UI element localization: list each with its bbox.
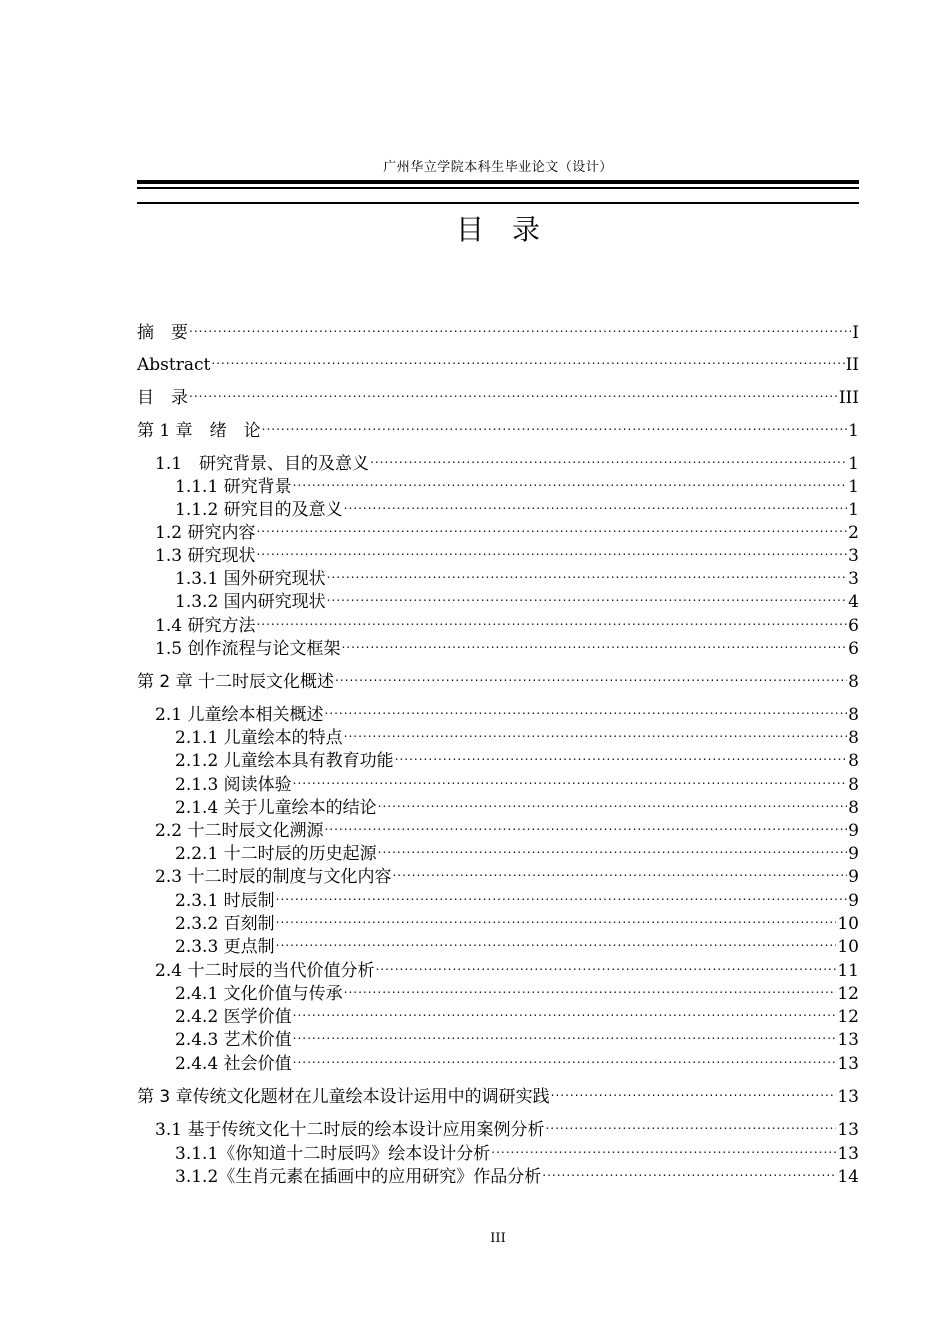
toc-entry-label: Abstract xyxy=(137,355,211,375)
toc-leader-dots xyxy=(491,1137,836,1159)
toc-entry-label: 2.4.2 医学价值 xyxy=(175,1007,292,1027)
toc-leader-dots xyxy=(551,1080,837,1102)
toc-entry-page: 9 xyxy=(848,867,859,887)
toc-leader-dots xyxy=(327,562,848,584)
toc-leader-dots xyxy=(293,1047,837,1069)
toc-entry-page: I xyxy=(852,323,859,343)
toc-leader-dots xyxy=(276,884,848,906)
toc-entry-page: 10 xyxy=(837,914,859,934)
header-rule-thick xyxy=(137,180,859,184)
toc-leader-dots xyxy=(324,698,847,720)
toc-entry[interactable] xyxy=(137,1160,859,1188)
toc-entry-label: 1.1 研究背景、目的及意义 xyxy=(155,454,370,474)
toc-entry-page: 9 xyxy=(848,821,859,841)
toc-entry-label: 2.1.3 阅读体验 xyxy=(175,775,292,795)
toc-entry[interactable] xyxy=(137,316,859,344)
toc-entry-label: 2.4.1 文化价值与传承 xyxy=(175,984,343,1004)
toc-entry-page: 9 xyxy=(848,891,859,911)
toc-entry-label: 1.5 创作流程与论文框架 xyxy=(155,639,341,659)
toc-entry-page: 14 xyxy=(837,1167,859,1187)
toc-leader-dots xyxy=(211,348,844,370)
toc-entry-label: 1.2 研究内容 xyxy=(155,523,256,543)
toc-entry-page: 2 xyxy=(848,523,859,543)
toc-entry-page: III xyxy=(838,388,859,408)
toc-entry[interactable] xyxy=(137,632,859,660)
toc-entry-page: 3 xyxy=(848,569,859,589)
toc-entry-page: 6 xyxy=(848,616,859,636)
toc-entry[interactable] xyxy=(137,381,859,409)
page-number: III xyxy=(490,1231,506,1246)
toc-entry-label: 摘 要 xyxy=(137,323,188,343)
toc-leader-dots xyxy=(392,860,847,882)
toc-entry-label: 3.1 基于传统文化十二时辰的绘本设计应用案例分析 xyxy=(155,1120,545,1140)
page-title: 目录 xyxy=(455,213,568,246)
toc-entry-label: 3.1.2《生肖元素在插画中的应用研究》作品分析 xyxy=(175,1167,542,1187)
toc-entry-label: 第 1 章 绪 论 xyxy=(137,421,261,441)
toc-leader-dots xyxy=(256,516,847,538)
toc-entry-label: 2.2 十二时辰文化溯源 xyxy=(155,821,324,841)
toc-entry-label: 1.1.1 研究背景 xyxy=(175,477,292,497)
toc-entry-label: 第 3 章传统文化题材在儿童绘本设计运用中的调研实践 xyxy=(137,1087,550,1107)
toc-leader-dots xyxy=(293,768,848,790)
toc-entry[interactable] xyxy=(137,414,859,442)
toc-entry-label: 2.2.1 十二时辰的历史起源 xyxy=(175,844,377,864)
toc-entry-label: 2.3.1 时辰制 xyxy=(175,891,275,911)
toc-leader-dots xyxy=(378,837,848,859)
toc-entry-page: 8 xyxy=(848,751,859,771)
toc-entry-label: 1.3.2 国内研究现状 xyxy=(175,592,326,612)
toc-leader-dots xyxy=(375,954,836,976)
toc-entry-page: 11 xyxy=(837,961,859,981)
toc-entry-page: 8 xyxy=(848,775,859,795)
toc-entry-label: 1.1.2 研究目的及意义 xyxy=(175,500,343,520)
toc-entry-label: 2.1.2 儿童绘本具有教育功能 xyxy=(175,751,394,771)
toc-entry-page: 13 xyxy=(837,1087,859,1107)
toc-entry[interactable] xyxy=(137,1047,859,1075)
toc-entry-page: 1 xyxy=(848,421,859,441)
toc-entry-page: 8 xyxy=(848,705,859,725)
toc-entry-label: 2.3 十二时辰的制度与文化内容 xyxy=(155,867,392,887)
toc-leader-dots xyxy=(256,539,847,561)
toc-leader-dots xyxy=(189,316,851,338)
toc-leader-dots xyxy=(542,1160,836,1182)
toc-leader-dots xyxy=(378,791,848,813)
toc-entry-label: 2.3.3 更点制 xyxy=(175,937,275,957)
toc-leader-dots xyxy=(341,632,847,654)
toc-entry-label: 2.4 十二时辰的当代价值分析 xyxy=(155,961,375,981)
toc-leader-dots xyxy=(335,665,847,687)
toc-entry-label: 1.4 研究方法 xyxy=(155,616,256,636)
toc-entry-page: 4 xyxy=(848,592,859,612)
toc-entry-page: 13 xyxy=(837,1030,859,1050)
toc-entry-page: 1 xyxy=(848,500,859,520)
toc-leader-dots xyxy=(344,721,848,743)
toc-entry-page: 8 xyxy=(848,798,859,818)
toc-entry-label: 2.4.3 艺术价值 xyxy=(175,1030,292,1050)
toc-entry-label: 目 录 xyxy=(137,388,188,408)
toc-leader-dots xyxy=(545,1113,836,1135)
toc-leader-dots xyxy=(293,470,848,492)
toc-entry-page: 3 xyxy=(848,546,859,566)
toc-entry-page: 8 xyxy=(848,728,859,748)
toc-leader-dots xyxy=(276,907,837,929)
toc-entry-page: 9 xyxy=(848,844,859,864)
toc-entry[interactable] xyxy=(137,348,859,376)
toc-entry-label: 2.1.4 关于儿童绘本的结论 xyxy=(175,798,377,818)
toc-entry[interactable] xyxy=(137,1080,859,1108)
toc-entry-page: 13 xyxy=(837,1054,859,1074)
running-header: 广州华立学院本科生毕业论文（设计） xyxy=(383,160,613,175)
toc-entry-page: 12 xyxy=(837,984,859,1004)
toc-entry-page: 8 xyxy=(848,672,859,692)
toc-leader-dots xyxy=(344,493,848,515)
toc-leader-dots xyxy=(395,744,848,766)
toc-entry[interactable] xyxy=(137,665,859,693)
toc-leader-dots xyxy=(256,609,847,631)
toc-leader-dots xyxy=(370,447,847,469)
toc-entry-label: 2.1.1 儿童绘本的特点 xyxy=(175,728,343,748)
toc-entry-page: 10 xyxy=(837,937,859,957)
toc-leader-dots xyxy=(189,381,838,403)
toc-entry-label: 2.4.4 社会价值 xyxy=(175,1054,292,1074)
toc-entry-label: 1.3.1 国外研究现状 xyxy=(175,569,326,589)
toc-entry-page: 13 xyxy=(837,1120,859,1140)
toc-leader-dots xyxy=(276,930,837,952)
toc-leader-dots xyxy=(293,1000,837,1022)
toc-entry-page: 1 xyxy=(848,477,859,497)
header-rule-bottom xyxy=(137,202,859,204)
toc-entry-label: 1.3 研究现状 xyxy=(155,546,256,566)
toc-entry-label: 2.1 儿童绘本相关概述 xyxy=(155,705,324,725)
toc-entry-page: 13 xyxy=(837,1144,859,1164)
toc-entry-page: II xyxy=(845,355,859,375)
toc-entry-label: 第 2 章 十二时辰文化概述 xyxy=(137,672,335,692)
toc-leader-dots xyxy=(324,814,847,836)
toc-leader-dots xyxy=(262,414,848,436)
toc-leader-dots xyxy=(344,977,837,999)
toc-entry-page: 12 xyxy=(837,1007,859,1027)
toc-entry-page: 1 xyxy=(848,454,859,474)
toc-entry-label: 2.3.2 百刻制 xyxy=(175,914,275,934)
toc-leader-dots xyxy=(293,1023,837,1045)
toc-entry-page: 6 xyxy=(848,639,859,659)
toc-entry-label: 3.1.1《你知道十二时辰吗》绘本设计分析 xyxy=(175,1144,491,1164)
header-rule-thin xyxy=(137,187,859,189)
toc-leader-dots xyxy=(327,585,848,607)
